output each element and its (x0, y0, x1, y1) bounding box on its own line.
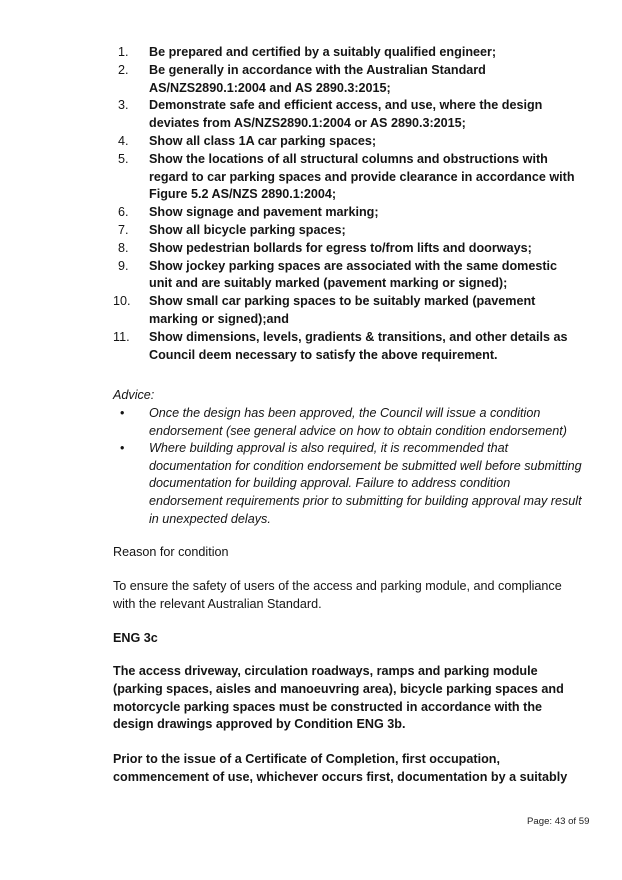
condition-text-1: The access driveway, circulation roadways, ramps and parking module (parking spaces, aisles and manoeuvring area), bicycle parking spaces and motorcycle parking spaces must be constructed in accordance with the design drawings approved by Condition ENG 3b. (113, 664, 564, 732)
item-number: 10. (113, 294, 131, 309)
item-text: Show dimensions, levels, gradients & transitions, and other details as Council deem necessary to satisfy the above requirement. (149, 329, 568, 362)
item-number: 3. (118, 98, 129, 113)
list-item (113, 151, 583, 204)
advice-item (113, 440, 583, 528)
list-item (113, 133, 583, 151)
list-item (113, 204, 583, 222)
list-item (113, 62, 583, 98)
condition-text-2: Prior to the issue of a Certificate of Completion, first occupation, commencement of use, whichever occurs first, documentation by a suitably (113, 752, 568, 784)
item-number: 1. (118, 45, 129, 59)
list-item (113, 293, 583, 329)
item-text: Demonstrate safe and efficient access, and use, where the design deviates from AS/NZS2890.1:2004 or AS 2890.3:2015; (149, 98, 543, 131)
advice-text: Where building approval is also required, it is recommended that documentation for condition endorsement be submitted well before submitting documentation for building approval. Failure to address condition endorsement requirements prior to submitting for building approval may result in unexpected delays. (149, 441, 582, 526)
bullet-icon: • (120, 406, 125, 420)
list-item (113, 44, 583, 62)
bullet-icon: • (120, 441, 125, 456)
item-text: Show the locations of all structural columns and obstructions with regard to car parking spaces and provide clearance in accordance with Figure 5.2 AS/NZS 2890.1:2004; (149, 151, 575, 202)
item-text: Show small car parking spaces to be suitably marked (pavement marking or signed);and (149, 294, 536, 326)
advice-label: Advice: (113, 388, 155, 402)
item-text: Show all bicycle parking spaces; (149, 222, 346, 237)
item-number: 5. (118, 151, 129, 166)
item-number: 2. (118, 62, 129, 77)
item-number: 4. (118, 133, 129, 148)
advice-text: Once the design has been approved, the Council will issue a condition endorsement (see general advice on how to obtain condition endorsement) (149, 406, 567, 438)
advice-item (113, 405, 583, 440)
item-text: Show pedestrian bollards for egress to/from lifts and doorways; (149, 240, 532, 255)
page-number: Page: 43 of 59 (527, 816, 590, 827)
item-text: Be generally in accordance with the Australian Standard AS/NZS2890.1:2004 and AS 2890.3:2015; (149, 62, 486, 95)
item-number: 11. (113, 329, 130, 344)
list-item (113, 97, 583, 133)
item-text: Show jockey parking spaces are associated with the same domestic unit and are suitably marked (pavement marking or signed); (149, 258, 558, 291)
condition-id: ENG 3c (113, 631, 158, 645)
item-text: Show signage and pavement marking; (149, 205, 379, 220)
reason-heading: Reason for condition (113, 545, 229, 559)
reason-text: To ensure the safety of users of the access and parking module, and compliance with the relevant Australian Standard. (113, 579, 562, 611)
requirements-list (113, 44, 583, 364)
item-number: 6. (118, 205, 129, 220)
item-number: 9. (118, 258, 129, 273)
list-item (113, 240, 583, 258)
item-number: 8. (118, 240, 129, 255)
advice-list (113, 405, 583, 528)
item-text: Be prepared and certified by a suitably qualified engineer; (149, 45, 497, 59)
item-text: Show all class 1A car parking spaces; (149, 133, 377, 148)
item-number: 7. (118, 222, 129, 237)
list-item (113, 258, 583, 294)
list-item (113, 222, 583, 240)
list-item (113, 329, 583, 365)
